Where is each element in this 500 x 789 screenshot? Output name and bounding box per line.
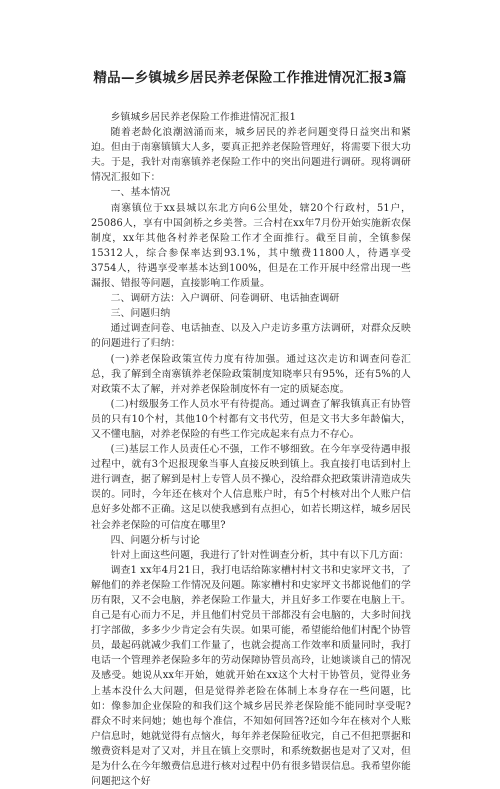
- section-heading: 一、基本情况: [110, 187, 171, 199]
- section-heading: 乡镇城乡居民养老保险工作推进情况汇报1: [110, 112, 297, 123]
- paragraph: (一)养老保险政策宣传力度有待加强。通过这次走访和调查问卷汇总，我了解到全南寨镇养老保险政策制度知晓率只有95%，还有5%的人对政策不太了解，并对养老保险制度怀有一定的质疑态度。: [91, 353, 411, 395]
- document-body: [91, 110, 411, 789]
- paragraph: 南寨镇位于xx县城以东北方向6公里处，辖20个行政村，51户，25086人，享有中国剑桥之乡美誉。三合村在xx年7月份开始实施新农保制度，xx年其他各村养老保险工作才全面推行。截至目前，全镇参保15312人，综合参保率达到93.1%，其中缴费11800人，待遇享受3754人，待遇享受率基本达到100%，但是在工作开展中经常出现一些漏报、错报等问题，直接影响工作质量。: [91, 202, 411, 290]
- paragraph: 调查1 xx年4月21日，我打电话给陈家槽村村文书和史家坪文书，了解他们的养老保险工作情况及问题。陈家槽村和史家坪文书都说他们的学历有限，又不会电脑，养老保险工作量大，并且好多工作要在电脑上干。自己是有心而力不足，并且他们村党员干部都没有会电脑的，大多时间找打字部做，多多少少肯定会有失误。如果可能，希望能给他们村配个协管员，最起码就减少我们工作量了，也就会提高工作效率和质量同时，我打电话一个管理养老保险多年的劳动保障协管员高玲，让她谈谈自己的情况及感受。她说从xx年开始，她就开始在xx这个大村干协管员，觉得业务上基本没什么大问题，但是觉得养老险在体制上本身存在一些问题，比如：像参加企业保险的和我们这个城乡居民养老保险能不能同时享受呢?群众不时来问她；她也每个准信，不知如何回答?还如今年在核对个人账户信息时，她就觉得有点恼火，每年养老保险征收完，自己不但把票据和缴费资料是对了又对，并且在镇上交票时，和系统数据也是对了又对，但是为什么在今年缴费信息进行核对过程中仍有很多错误信息。我希望你能问题把这个好: [91, 564, 411, 788]
- section-heading: 三、问题归纳: [110, 308, 171, 320]
- section-heading: 二、调研方法：入户调研、问卷调研、电话抽查调研: [110, 293, 340, 305]
- paragraph: 通过调查问卷、电话抽查、以及入户走访多重方法调研，对群众反映的问题进行了归纳：: [91, 323, 411, 350]
- paragraph: 随着老龄化浪潮汹涌而来，城乡居民的养老问题变得日益突出和紧迫。但由于南寨镇镇大人多，要真正把养老保险管理好，将需要下很大功夫。于是，我针对南寨镇养老保险工作中的突出问题进行调研。现将调研情况汇报如下：: [91, 127, 411, 184]
- paragraph: (二)村级服务工作人员水平有待提高。通过调查了解我镇真正有协管员的只有10个村，其他10个村都有文书代劳，但是文书大多年龄偏大，又不懂电脑，对养老保险的有些工作完成起来有点力不存心。: [91, 398, 411, 440]
- paragraph: (三)基层工作人员责任心不强，工作不够细致。在今年享受待遇申报过程中，就有3个迟报现象当事人直接反映到镇上。我直接打电话到村上进行调查，据了解到是村上专管人员不操心，没给群众把政策讲清造成失误的。同时，今年还在核对个人信息账户时，有5个村核对出个人账户信息好多处都不正确。这足以使我感到有点担心，如若长期这样，城乡居民社会养老保险的可信度在哪里?: [91, 444, 411, 531]
- section-heading: 四、问题分析与讨论: [110, 534, 201, 546]
- page-title: 精品—乡镇城乡居民养老保险工作推进情况汇报3篇: [93, 70, 407, 86]
- paragraph: 针对上面这些问题，我进行了针对性调查分析，其中有以下几方面：: [110, 549, 409, 561]
